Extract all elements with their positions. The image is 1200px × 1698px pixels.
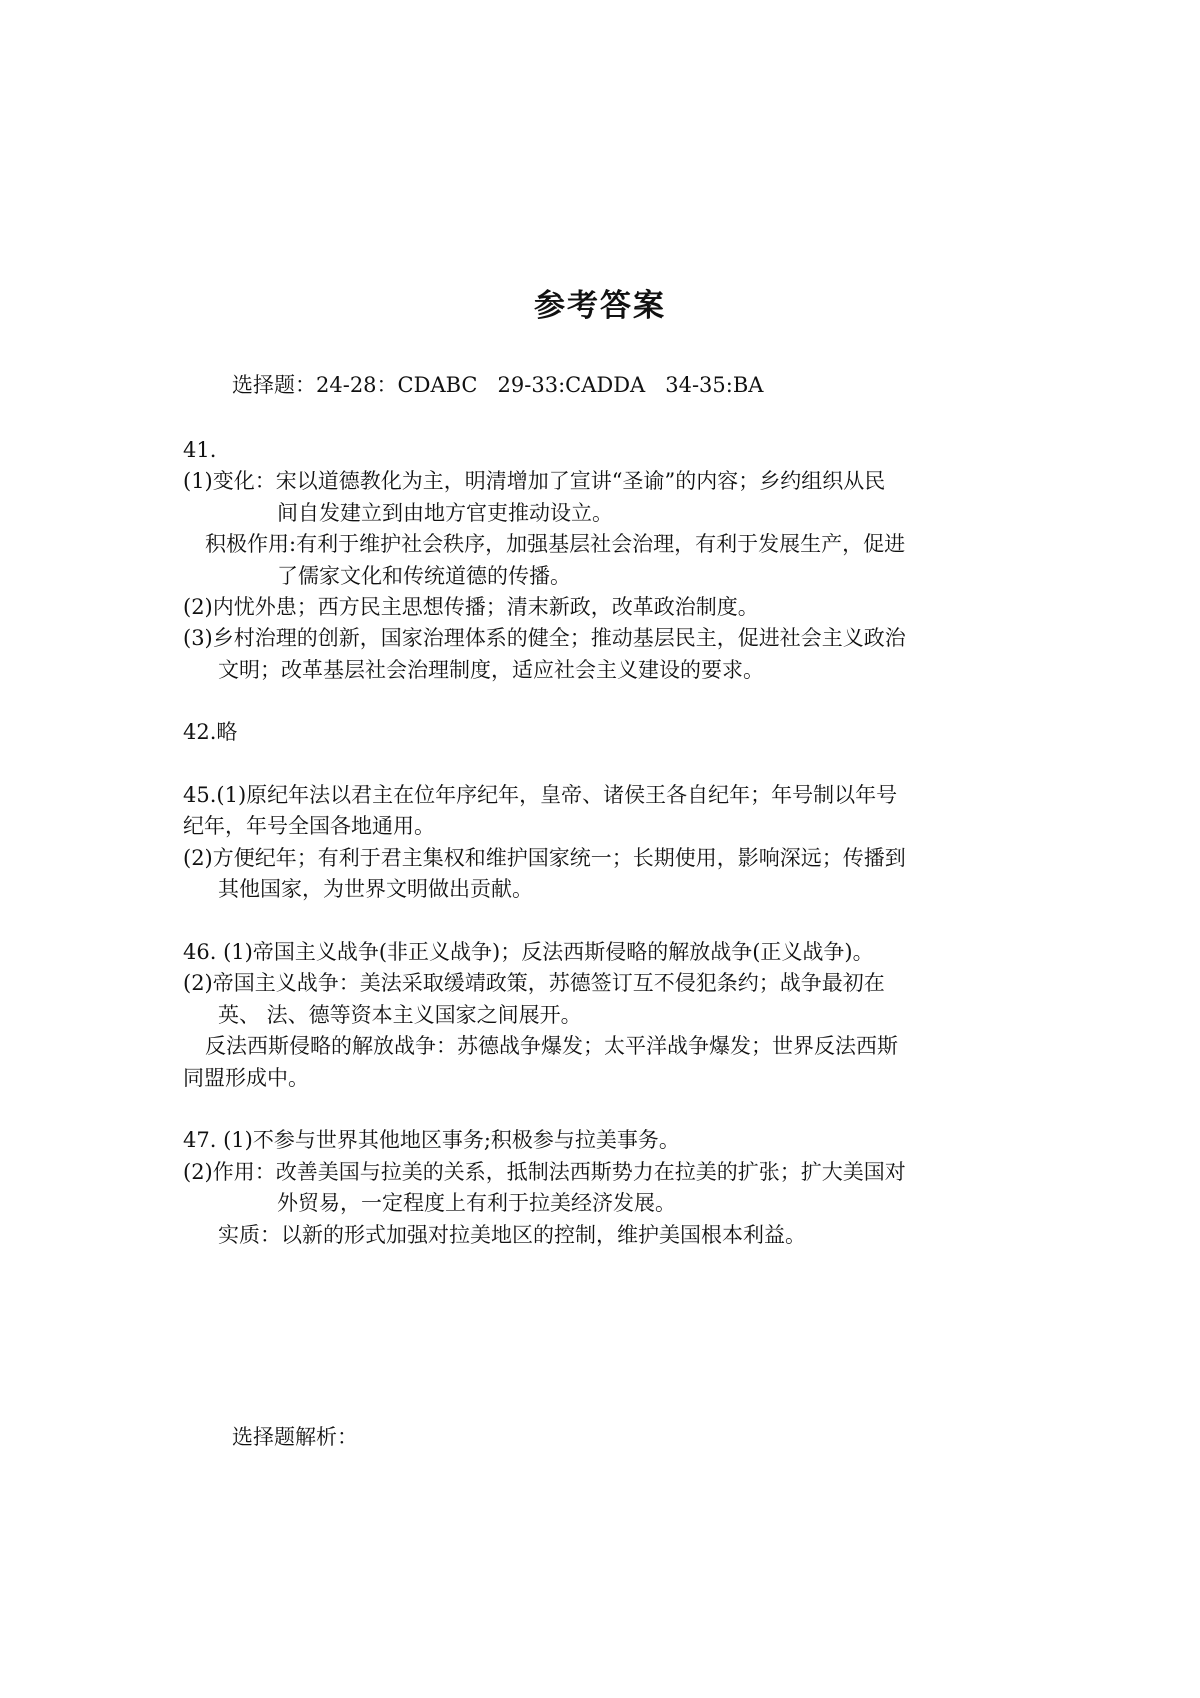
q45-p1-line2: 纪年，年号全国各地通用。 [183, 814, 435, 838]
q41-p2: (2)内忧外患；西方民主思想传播；清末新政，改革政治制度。 [183, 595, 759, 619]
q41-p3-line1: (3)乡村治理的创新，国家治理体系的健全；推动基层民主，促进社会主义政治 [183, 626, 906, 650]
q47-essence: 实质：以新的形式加强对拉美地区的控制，维护美国根本利益。 [218, 1223, 806, 1247]
q42: 42.略 [183, 720, 238, 744]
q46-p2-line2: 英、 法、德等资本主义国家之间展开。 [218, 1003, 582, 1027]
q45-p2-line1: (2)方便纪年；有利于君主集权和维护国家统一；长期使用，影响深远；传播到 [183, 846, 906, 870]
q41-p1-line2: 间自发建立到由地方官吏推动设立。 [277, 501, 613, 525]
q46-p2-line1: (2)帝国主义战争：美法采取缓靖政策，苏德签订互不侵犯条约；战争最初在 [183, 971, 885, 995]
q46-p1: 46. (1)帝国主义战争(非正义战争)；反法西斯侵略的解放战争(正义战争)。 [183, 940, 874, 964]
q41-effect-line1: 积极作用:有利于维护社会秩序，加强基层社会治理，有利于发展生产，促进 [205, 532, 906, 556]
q41-p3-line2: 文明；改革基层社会治理制度，适应社会主义建设的要求。 [218, 658, 764, 682]
q47-p1: 47. (1)不参与世界其他地区事务;积极参与拉美事务。 [183, 1128, 680, 1152]
q41-p1-line1: (1)变化：宋以道德教化为主，明清增加了宣讲“圣谕”的内容；乡约组织从民 [183, 469, 886, 493]
q41-effect-line2: 了儒家文化和传统道德的传播。 [277, 564, 571, 588]
q47-p2-line2: 外贸易，一定程度上有利于拉美经济发展。 [277, 1191, 676, 1215]
choice-answers: 选择题：24-28：CDABC 29-33:CADDA 34-35:BA [232, 373, 764, 397]
q45-p1-line1: 45.(1)原纪年法以君主在位年序纪年，皇帝、诸侯王各自纪年；年号制以年号 [183, 783, 898, 807]
q45-p2-line2: 其他国家，为世界文明做出贡献。 [218, 877, 533, 901]
q41-number: 41. [183, 438, 217, 462]
q46-sub-line2: 同盟形成中。 [183, 1066, 309, 1090]
analysis-heading: 选择题解析： [232, 1425, 358, 1449]
q46-sub-line1: 反法西斯侵略的解放战争：苏德战争爆发；太平洋战争爆发；世界反法西斯 [205, 1034, 898, 1058]
q47-p2-line1: (2)作用：改善美国与拉美的关系，抵制法西斯势力在拉美的扩张；扩大美国对 [183, 1160, 906, 1184]
page-title: 参考答案 [534, 288, 666, 324]
